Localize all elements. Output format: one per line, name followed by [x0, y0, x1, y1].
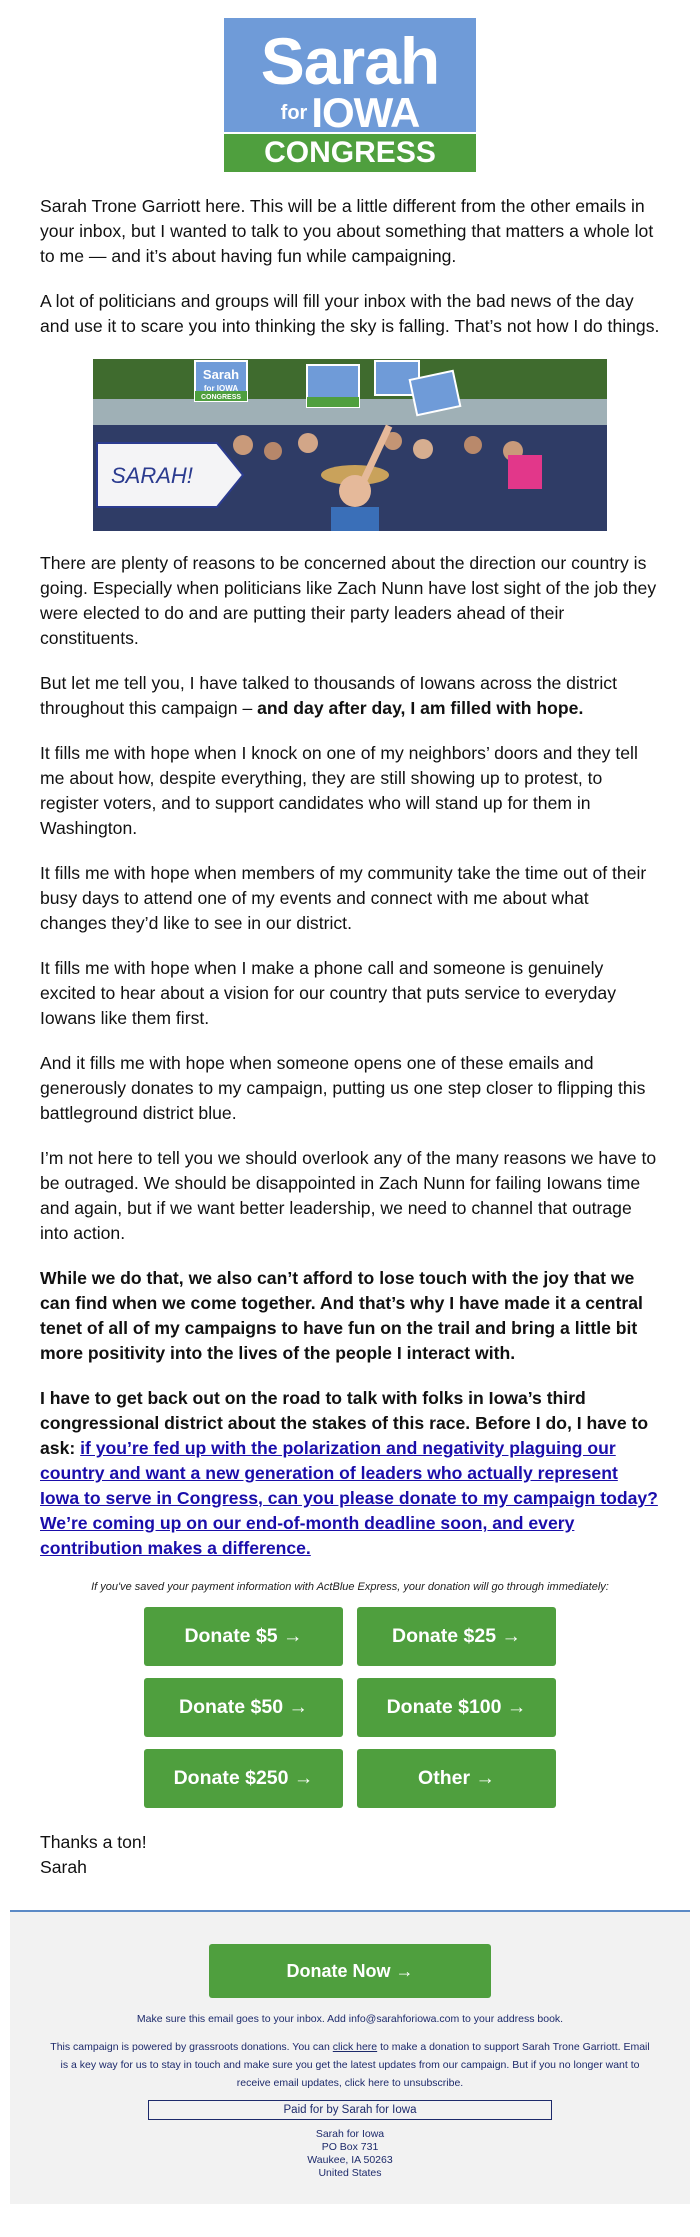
actblue-disclaimer: If you've saved your payment information with ActBlue Express, your donation will go through immediately:	[91, 1581, 609, 1593]
logo-name: Sarah	[260, 24, 440, 98]
logo-office: CONGRESS	[224, 134, 476, 172]
donate-ask-link[interactable]: if you’re fed up with the polarization and negativity plaguing our country and want a new generation of leaders who actually represent Iowa to serve in Congress, can you please donate to my campaign today? We’re coming up on our end-of-month deadline soon, and every contribution makes a difference.	[40, 1438, 658, 1558]
donate-100-button[interactable]: Donate $100 →	[357, 1678, 556, 1737]
email-body	[0, 194, 700, 1880]
logo-state: IOWA	[311, 89, 420, 136]
inbox-note: Make sure this email goes to your inbox. Add info@sarahforiowa.com to your address book.	[136, 2013, 564, 2025]
grassroots-lead: This campaign is powered by grassroots donations. You can	[50, 2041, 333, 2053]
signoff-name: Sarah	[40, 1857, 87, 1877]
body-paragraph-7: I’m not here to tell you we should overlook any of the many reasons we have to be outraged. We should be disappointed in Zach Nunn for failing Iowans time and again, but if we want better leadership, we need to channel that outrage into action.	[40, 1148, 657, 1243]
body-paragraph-8	[40, 1266, 660, 1366]
rally-photo-illustration	[93, 359, 607, 531]
donate-250-button[interactable]: Donate $250 →	[144, 1749, 343, 1808]
address-line: PO Box 731	[321, 2141, 379, 2153]
body-paragraph-6: And it fills me with hope when someone opens one of these emails and generously donates to my campaign, putting us one step closer to flipping this battleground district blue.	[40, 1053, 646, 1123]
sarah-sign-text: SARAH!	[111, 463, 193, 488]
signoff	[40, 1830, 660, 1880]
grassroots-note	[10, 2038, 690, 2092]
joy-bold-text: While we do that, we also can’t afford to lose touch with the joy that we can find when we come together. And that’s why I have made it a central tenet of all of my campaigns to have fun on the trail and bring a little bit more positivity into the lives of the people I interact with.	[40, 1268, 643, 1363]
logo-subline	[224, 89, 476, 136]
sign-logo-state: for IOWA	[203, 384, 239, 393]
grassroots-rest: to make a donation to support Sarah Trone Garriott. Email is a key way for us to stay in touch and make sure you get the latest updates from our campaign. But if you no longer want to receive email updates, click here to unsubscribe.	[60, 2041, 650, 2089]
logo-blue-panel	[224, 18, 476, 136]
donate-25-button[interactable]: Donate $25 →	[357, 1607, 556, 1666]
signoff-thanks: Thanks a ton!	[40, 1832, 147, 1852]
body-paragraph-9	[40, 1386, 660, 1561]
hope-lead-text: But let me tell you, I have talked to thousands of Iowans across the district throughout this campaign –	[40, 673, 617, 718]
paid-for-disclaimer: Paid for by Sarah for Iowa	[148, 2100, 552, 2120]
body-paragraph-1: There are plenty of reasons to be concerned about the direction our country is going. Especially when politicians like Zach Nunn have lost sight of the job they were elected to do and are putting their party leaders ahead of their constituents.	[40, 553, 657, 648]
intro-paragraph-1: Sarah Trone Garriott here. This will be a little different from the other emails in your inbox, but I wanted to talk to you about something that matters a whole lot to me — and it’s about having fun while campaigning.	[40, 196, 654, 266]
intro-paragraph-2: A lot of politicians and groups will fill your inbox with the bad news of the day and use it to scare you into thinking the sky is falling. That’s not how I do things.	[40, 291, 660, 336]
logo-for: for	[280, 102, 308, 124]
ask-lead-text: I have to get back out on the road to talk with folks in Iowa’s third congressional district about the stakes of this race. Before I do, I have to ask:	[40, 1388, 649, 1458]
body-paragraph-4: It fills me with hope when members of my community take the time out of their busy days to attend one of my events and connect with me about what changes they’d like to see in our district.	[40, 863, 647, 933]
address-line: Waukee, IA 50263	[307, 2154, 393, 2166]
header-logo-area	[0, 0, 700, 172]
donate-50-button[interactable]: Donate $50 →	[144, 1678, 343, 1737]
campaign-logo	[224, 18, 476, 172]
campaign-rally-photo	[93, 359, 607, 531]
sign-logo-name: Sarah	[202, 367, 240, 382]
sign-logo-office: CONGRESS	[200, 394, 242, 401]
click-here-donate-link[interactable]: click here	[332, 2041, 378, 2053]
donate-now-button[interactable]: Donate Now →	[209, 1944, 491, 1998]
address-line: Sarah for Iowa	[315, 2128, 385, 2140]
donate-other-button[interactable]: Other →	[357, 1749, 556, 1808]
body-paragraph-5: It fills me with hope when I make a phone call and someone is genuinely excited to hear about a vision for our country that puts service to everyday Iowans like them first.	[40, 958, 617, 1028]
donation-button-grid	[144, 1607, 556, 1808]
email-footer	[10, 1910, 690, 2204]
address-line: United States	[318, 2167, 382, 2179]
donate-5-button[interactable]: Donate $5 →	[144, 1607, 343, 1666]
body-paragraph-2	[40, 671, 660, 721]
mailing-address	[10, 2128, 690, 2180]
body-paragraph-3: It fills me with hope when I knock on one of my neighbors’ doors and they tell me about how, despite everything, they are still showing up to protest, to register voters, and to support candidates who will stand up for them in Washington.	[40, 743, 638, 838]
hope-bold-text: and day after day, I am filled with hope.	[257, 698, 584, 718]
